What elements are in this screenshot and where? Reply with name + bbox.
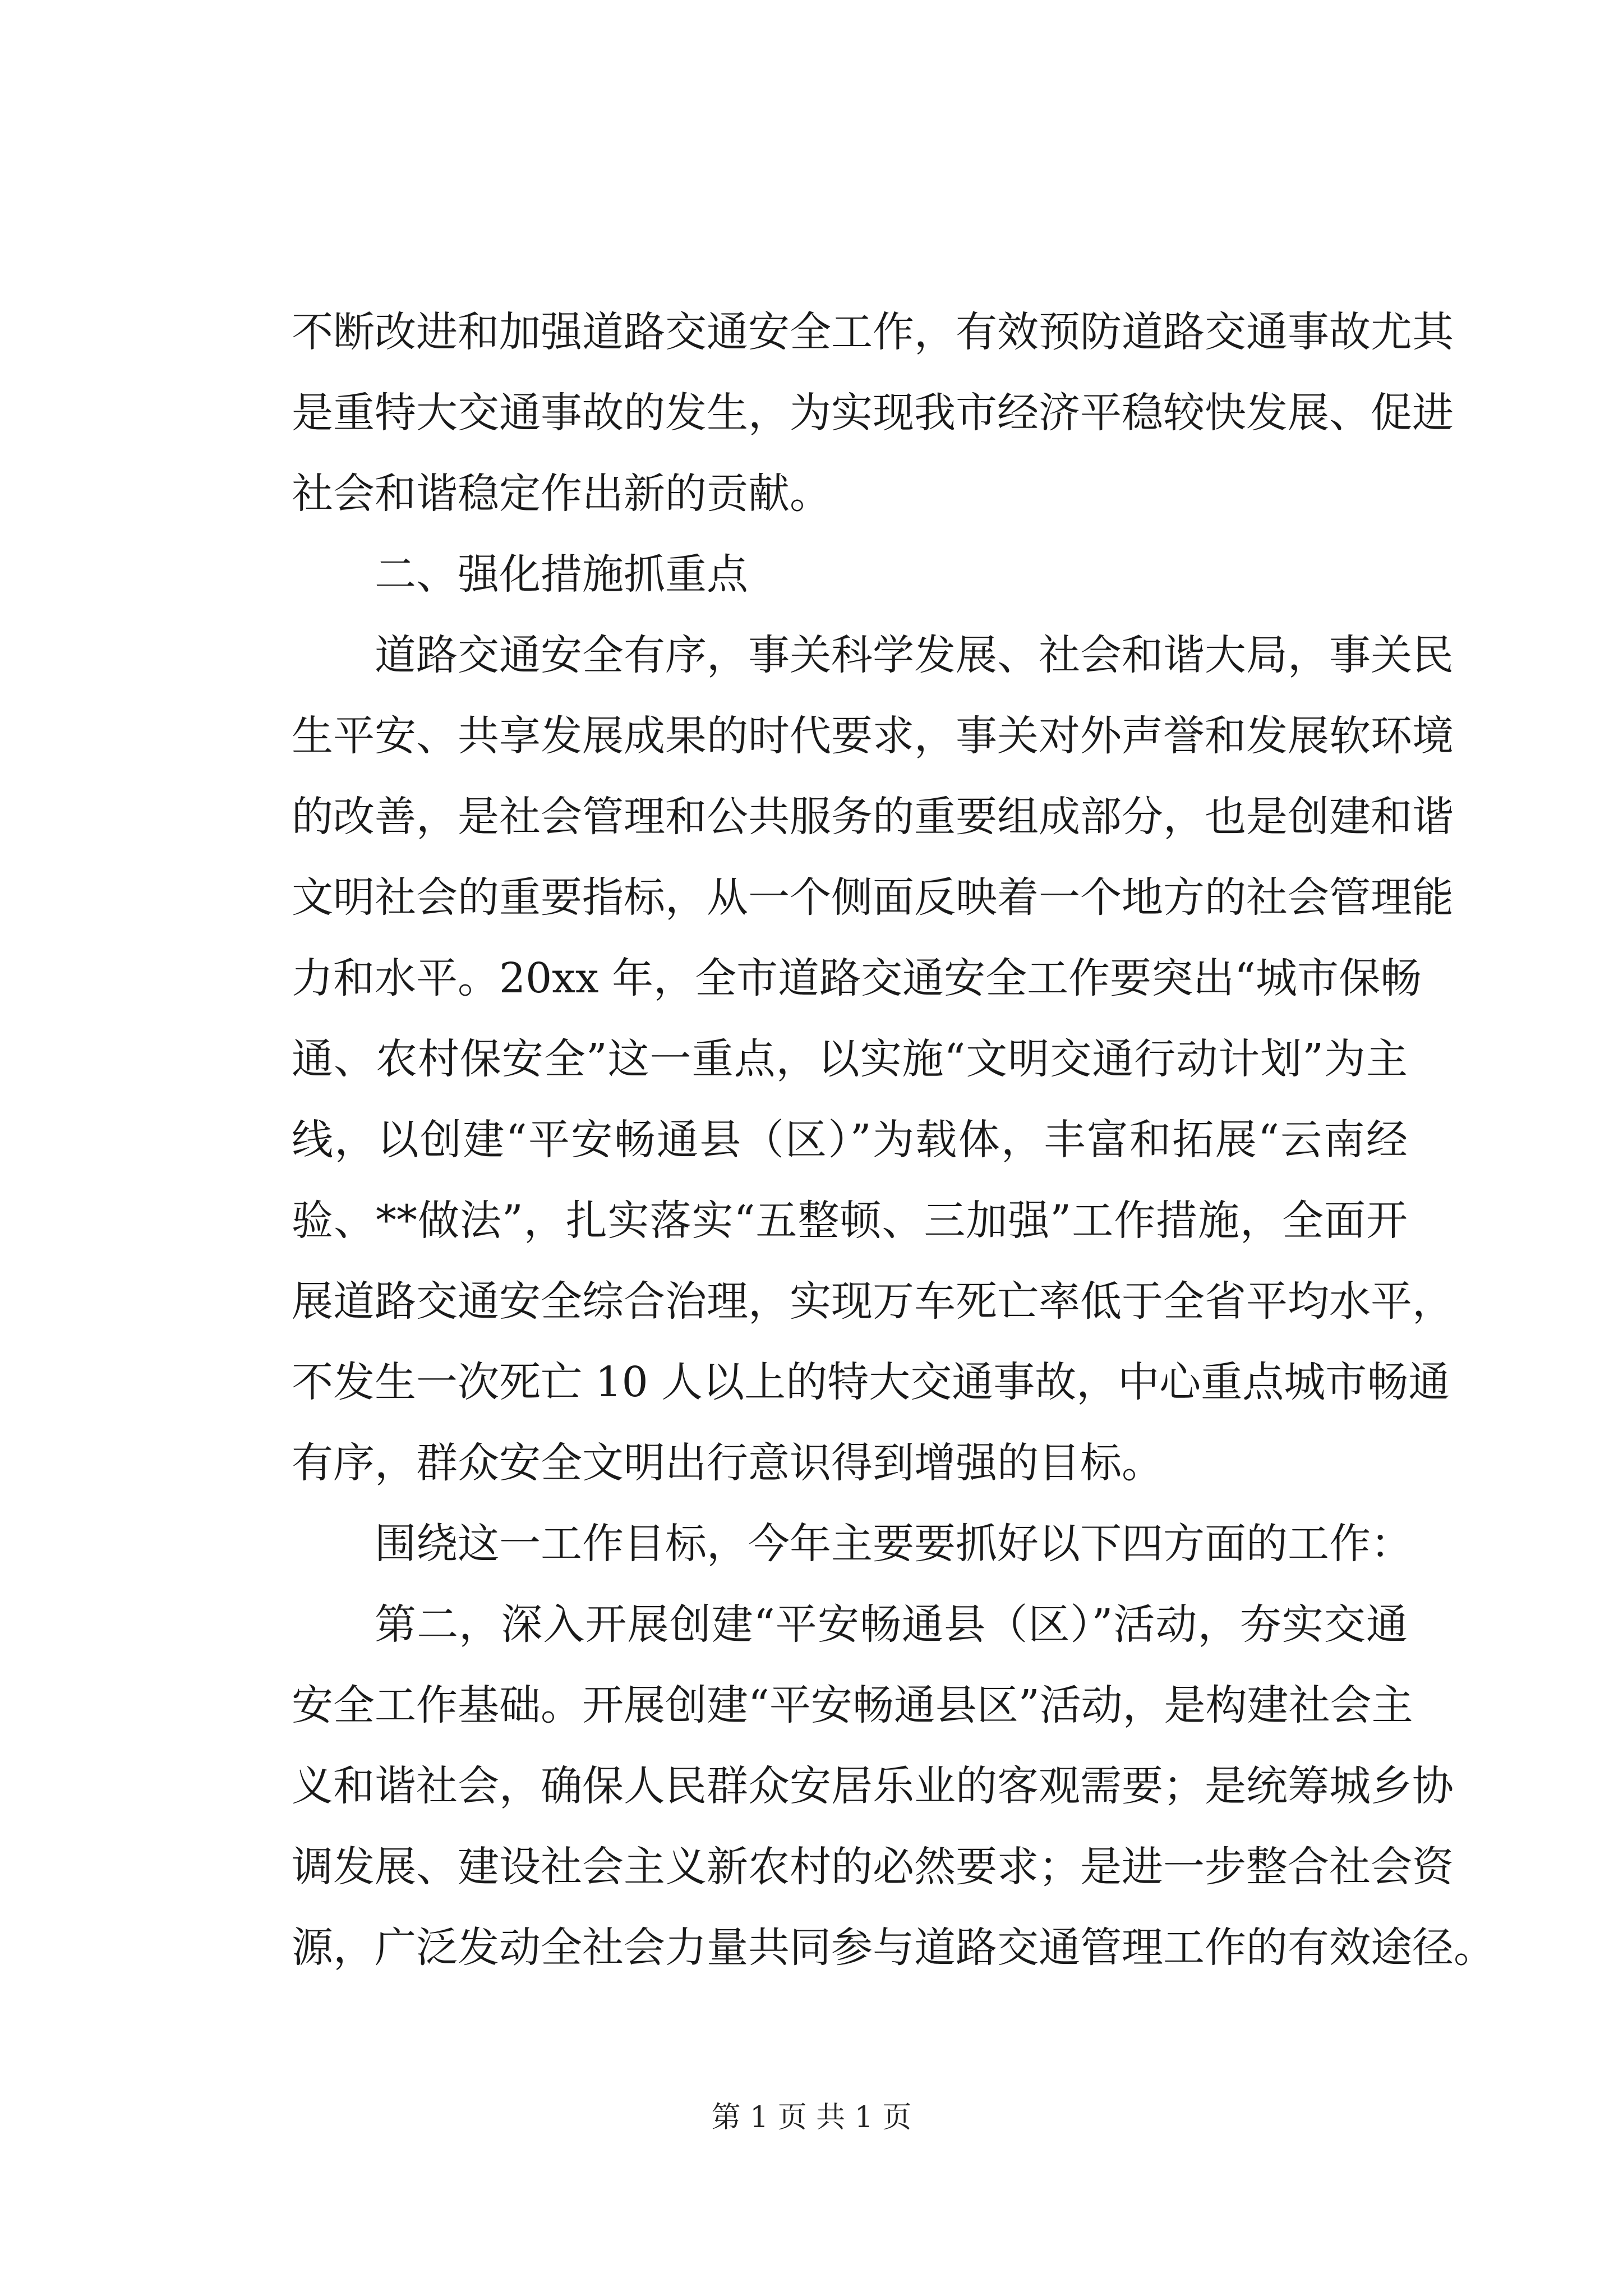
document-body	[292, 292, 1495, 1988]
text-line: 是重特大交通事故的发生，为实现我市经济平稳较快发展、促进	[292, 389, 1454, 437]
text-line: 第二，深入开展创建“平安畅通县（区）”活动，夯实交通	[375, 1600, 1408, 1649]
text-line: 通、农村保安全”这一重点，以实施“文明交通行动计划”为主	[292, 1035, 1408, 1083]
text-line: 的改善，是社会管理和公共服务的重要组成部分，也是创建和谐	[292, 793, 1454, 841]
text-line: 道路交通安全有序，事关科学发展、社会和谐大局，事关民	[375, 631, 1454, 679]
text-line: 义和谐社会，确保人民群众安居乐业的客观需要；是统筹城乡协	[292, 1762, 1454, 1810]
page-number-label: 第 1 页 共 1 页	[711, 2101, 912, 2134]
text-line: 安全工作基础。开展创建“平安畅通县区”活动，是构建社会主	[292, 1681, 1413, 1729]
text-line: 线，以创建“平安畅通县（区）”为载体，丰富和拓展“云南经	[292, 1116, 1408, 1164]
text-line: 力和水平。20xx 年，全市道路交通安全工作要突出“城市保畅	[292, 954, 1422, 1002]
text-line: 不发生一次死亡 10 人以上的特大交通事故，中心重点城市畅通	[292, 1358, 1450, 1406]
text-line: 展道路交通安全综合治理，实现万车死亡率低于全省平均水平，	[292, 1277, 1454, 1326]
page-footer	[0, 2098, 1623, 2137]
text-line: 文明社会的重要指标，从一个侧面反映着一个地方的社会管理能	[292, 873, 1454, 922]
text-line: 源，广泛发动全社会力量共同参与道路交通管理工作的有效途径。	[292, 1924, 1495, 1972]
text-line: 不断改进和加强道路交通安全工作，有效预防道路交通事故尤其	[292, 308, 1454, 356]
text-line: 生平安、共享发展成果的时代要求，事关对外声誉和发展软环境	[292, 712, 1454, 760]
text-line: 验、**做法”，扎实落实“五整顿、三加强”工作措施，全面开	[292, 1197, 1408, 1245]
text-line: 社会和谐稳定作出新的贡献。	[292, 470, 831, 518]
section-heading: 二、强化措施抓重点	[375, 550, 748, 599]
text-line: 有序，群众安全文明出行意识得到增强的目标。	[292, 1439, 1163, 1487]
text-line: 围绕这一工作目标，今年主要要抓好以下四方面的工作：	[375, 1520, 1412, 1568]
text-line: 调发展、建设社会主义新农村的必然要求；是进一步整合社会资	[292, 1843, 1454, 1891]
